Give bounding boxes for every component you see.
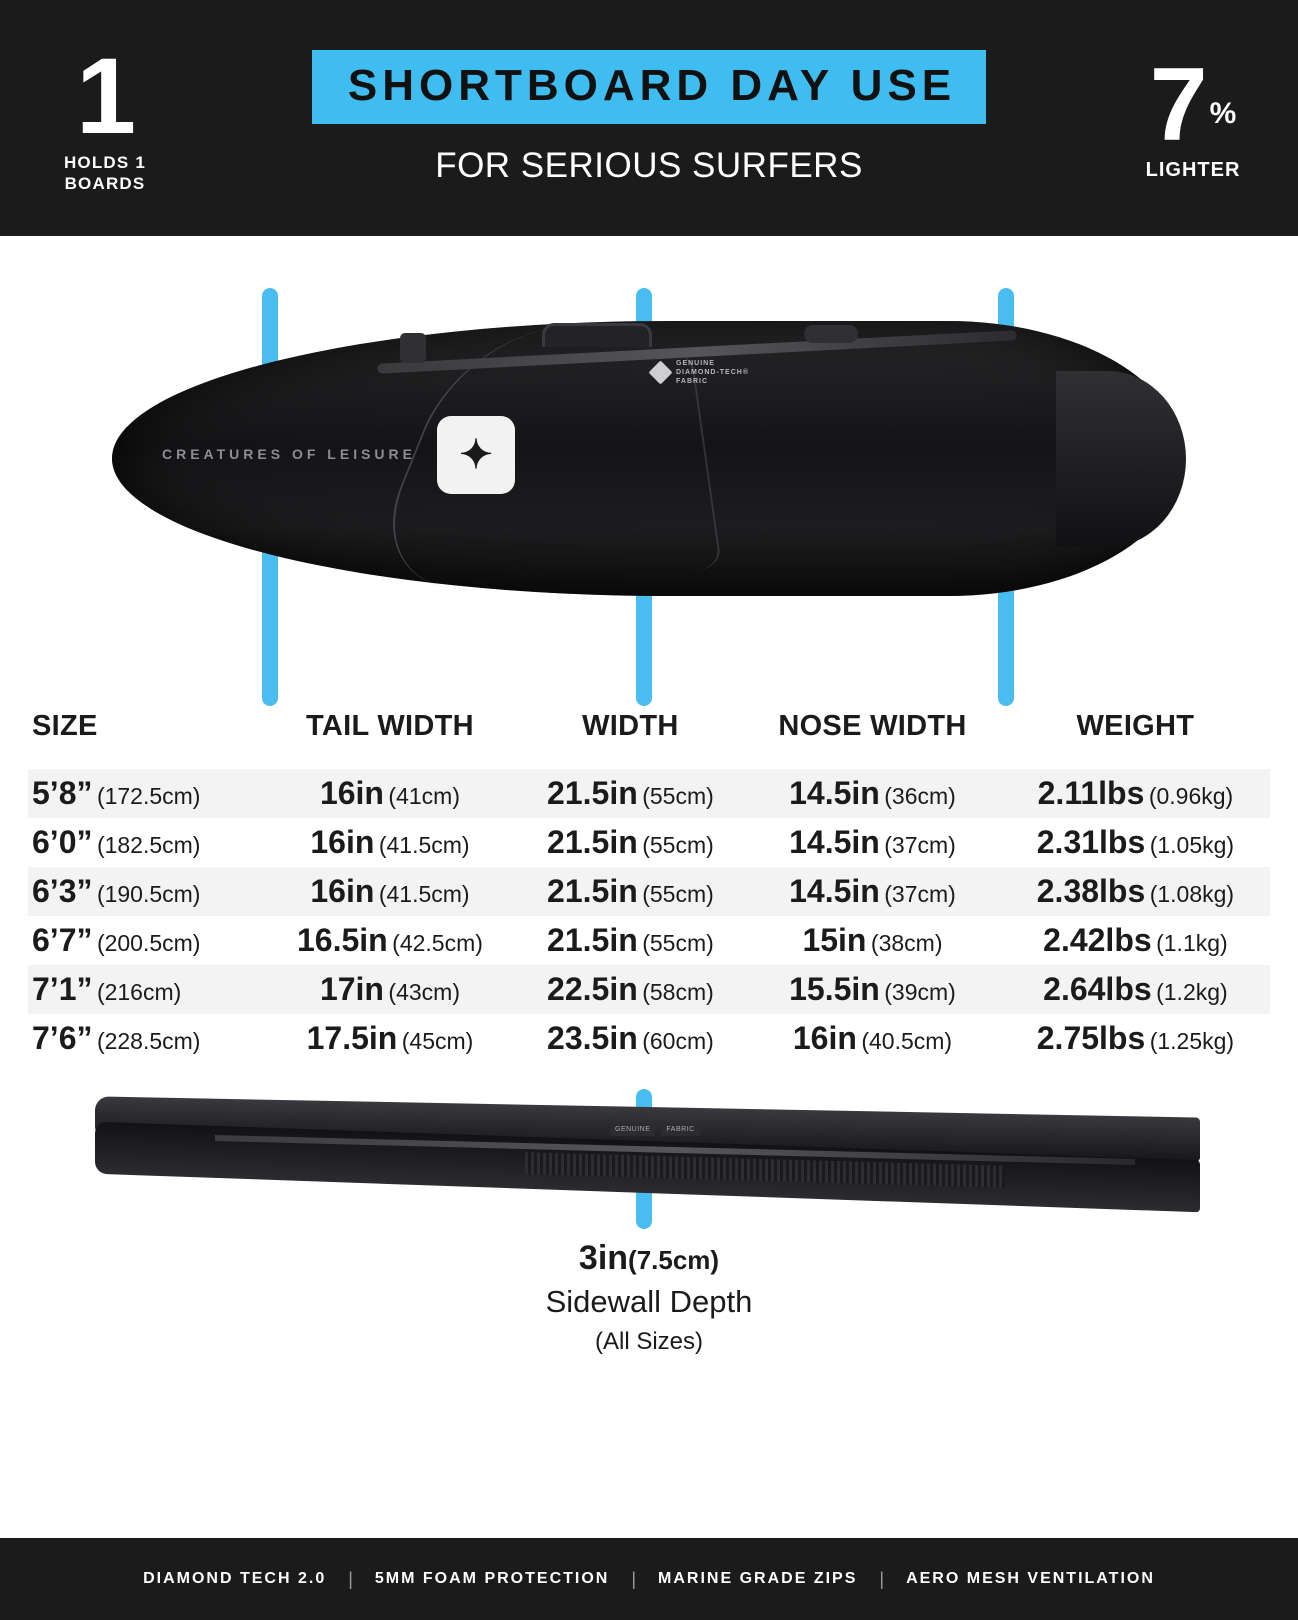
cell-width-main: 21.5in — [547, 873, 638, 909]
board-bag-illustration — [112, 321, 1184, 596]
cell-width-sub: (55cm) — [642, 783, 714, 809]
table-row — [28, 1014, 1270, 1063]
cell-nose-sub: (40.5cm) — [861, 1028, 953, 1054]
cell-weight-main: 2.11lbs — [1037, 775, 1145, 811]
cell-size-main: 6’7” — [32, 922, 93, 958]
cell-size-sub: (228.5cm) — [96, 1028, 201, 1054]
footer-feature-1: DIAMOND TECH 2.0 — [143, 1570, 327, 1587]
cell-size-sub: (190.5cm) — [96, 881, 201, 907]
lighter-label: LIGHTER — [1145, 158, 1241, 181]
footer-separator: | — [879, 1568, 885, 1589]
cell-weight-main: 2.31lbs — [1036, 824, 1146, 860]
column-header-nose-width: NOSE WIDTH — [778, 710, 967, 742]
bag-carry-handle — [542, 323, 652, 347]
cell-width-sub: (55cm) — [642, 930, 714, 956]
cell-size-main: 6’3” — [32, 873, 93, 909]
cell-width-sub: (55cm) — [642, 832, 714, 858]
diamond-icon — [648, 360, 672, 384]
cell-weight-main: 2.38lbs — [1036, 873, 1146, 909]
percent-sign: % — [1209, 96, 1237, 130]
title-block — [210, 50, 1088, 186]
cell-weight-sub: (1.05kg) — [1149, 832, 1235, 858]
cell-nose-main: 16in — [792, 1020, 857, 1056]
cell-tail-main: 16in — [310, 824, 375, 860]
cell-width-main: 22.5in — [547, 971, 638, 1007]
cell-nose-main: 14.5in — [789, 873, 880, 909]
cell-nose-sub: (38cm) — [870, 930, 943, 956]
cell-weight-sub: (0.96kg) — [1148, 783, 1234, 809]
board-capacity-number: 1 — [75, 35, 135, 156]
cell-weight-sub: (1.2kg) — [1156, 979, 1228, 1005]
cell-weight-main: 2.64lbs — [1043, 971, 1152, 1007]
board-capacity-label-line1: HOLDS 1 — [63, 153, 147, 172]
sidewall-depth-note: (All Sizes) — [594, 1328, 703, 1355]
cell-width-main: 21.5in — [547, 824, 638, 860]
bag-side-care-label — [610, 1123, 700, 1136]
cell-width-sub: (58cm) — [642, 979, 714, 1005]
cell-nose-main: 14.5in — [789, 775, 880, 811]
product-title-banner: SHORTBOARD DAY USE — [312, 50, 986, 124]
sidewall-depth-inches: 3in — [578, 1239, 629, 1277]
cell-tail-main: 16in — [310, 873, 375, 909]
cell-width-main: 21.5in — [547, 775, 638, 811]
cell-width-sub: (55cm) — [642, 881, 714, 907]
cell-width-sub: (60cm) — [642, 1028, 714, 1054]
table-row — [28, 867, 1270, 916]
cell-tail-sub: (41.5cm) — [378, 832, 470, 858]
spec-table-wrapper — [0, 706, 1298, 1063]
feature-footer-bar — [0, 1538, 1298, 1620]
lighter-percent-number: 7 — [1149, 46, 1206, 163]
table-row — [28, 769, 1270, 818]
footer-feature-2: 5MM FOAM PROTECTION — [374, 1570, 610, 1587]
column-header-width: WIDTH — [582, 710, 679, 742]
column-header-size: SIZE — [32, 710, 98, 742]
cell-tail-main: 16.5in — [297, 922, 388, 958]
fabric-badge — [652, 359, 749, 386]
column-header-weight: WEIGHT — [1076, 710, 1195, 742]
cell-size-sub: (216cm) — [96, 979, 182, 1005]
product-tagline: FOR SERIOUS SURFERS — [435, 146, 863, 185]
sidewall-depth-label: Sidewall Depth — [545, 1284, 753, 1319]
cell-size-main: 5’8” — [32, 775, 93, 811]
board-bag-side-illustration — [95, 1107, 1200, 1217]
cell-tail-sub: (42.5cm) — [392, 930, 483, 956]
table-row — [28, 818, 1270, 867]
cell-size-sub: (182.5cm) — [96, 832, 201, 858]
cell-size-main: 7’1” — [32, 971, 93, 1007]
board-capacity-label-line2: BOARDS — [64, 174, 146, 193]
cell-width-main: 23.5in — [547, 1020, 638, 1056]
cell-nose-sub: (37cm) — [884, 832, 956, 858]
spec-table — [28, 706, 1270, 1063]
bag-nose-cap — [1056, 371, 1186, 547]
fabric-badge-line1: GENUINE — [676, 360, 715, 367]
fabric-badge-line3: FABRIC — [676, 378, 709, 385]
table-row — [28, 965, 1270, 1014]
header-bar — [0, 0, 1298, 236]
cell-size-sub: (172.5cm) — [96, 783, 201, 809]
fabric-badge-line2: DIAMOND-TECH® — [676, 369, 749, 376]
footer-separator: | — [348, 1568, 353, 1589]
board-capacity-block — [0, 35, 210, 194]
cell-tail-main: 17in — [319, 971, 384, 1007]
cell-tail-sub: (45cm) — [401, 1028, 474, 1054]
cell-weight-sub: (1.08kg) — [1149, 881, 1235, 907]
cell-nose-main: 15.5in — [789, 971, 880, 1007]
bag-zip-pull-tab — [400, 333, 426, 363]
cell-weight-main: 2.75lbs — [1036, 1020, 1146, 1056]
bag-side-strap-tab — [804, 325, 858, 343]
footer-separator: | — [631, 1568, 637, 1589]
cell-nose-sub: (36cm) — [884, 783, 956, 809]
cell-nose-main: 14.5in — [789, 824, 880, 860]
sidewall-depth-cm: (7.5cm) — [628, 1245, 720, 1275]
brand-logo-icon: ✦ — [437, 416, 515, 494]
sidewall-depth-caption — [0, 1239, 1298, 1356]
footer-feature-3: MARINE GRADE ZIPS — [658, 1570, 858, 1587]
cell-tail-sub: (41.5cm) — [378, 881, 470, 907]
cell-nose-sub: (39cm) — [884, 979, 956, 1005]
cell-tail-main: 16in — [319, 775, 384, 811]
cell-width-main: 21.5in — [547, 922, 638, 958]
cell-size-main: 6’0” — [32, 824, 93, 860]
cell-tail-main: 17.5in — [306, 1020, 398, 1056]
weight-saving-block — [1088, 46, 1298, 182]
product-top-view — [0, 236, 1298, 706]
table-row — [28, 916, 1270, 965]
cell-tail-sub: (41cm) — [388, 783, 460, 809]
cell-nose-main: 15in — [802, 922, 867, 958]
cell-tail-sub: (43cm) — [388, 979, 460, 1005]
table-header-row — [28, 706, 1270, 769]
cell-weight-main: 2.42lbs — [1043, 922, 1152, 958]
footer-feature-4: AERO MESH VENTILATION — [906, 1570, 1155, 1587]
column-header-tail-width: TAIL WIDTH — [306, 710, 474, 742]
cell-weight-sub: (1.25kg) — [1149, 1028, 1235, 1054]
product-side-view — [0, 1089, 1298, 1419]
cell-weight-sub: (1.1kg) — [1156, 930, 1228, 956]
cell-size-main: 7’6” — [32, 1020, 93, 1056]
cell-size-sub: (200.5cm) — [96, 930, 201, 956]
fabric-label-tag: FABRIC — [661, 1123, 699, 1136]
cell-nose-sub: (37cm) — [884, 881, 956, 907]
care-label-tag: GENUINE — [610, 1123, 655, 1136]
brand-wordmark: CREATURES OF LEISURE — [162, 446, 416, 462]
